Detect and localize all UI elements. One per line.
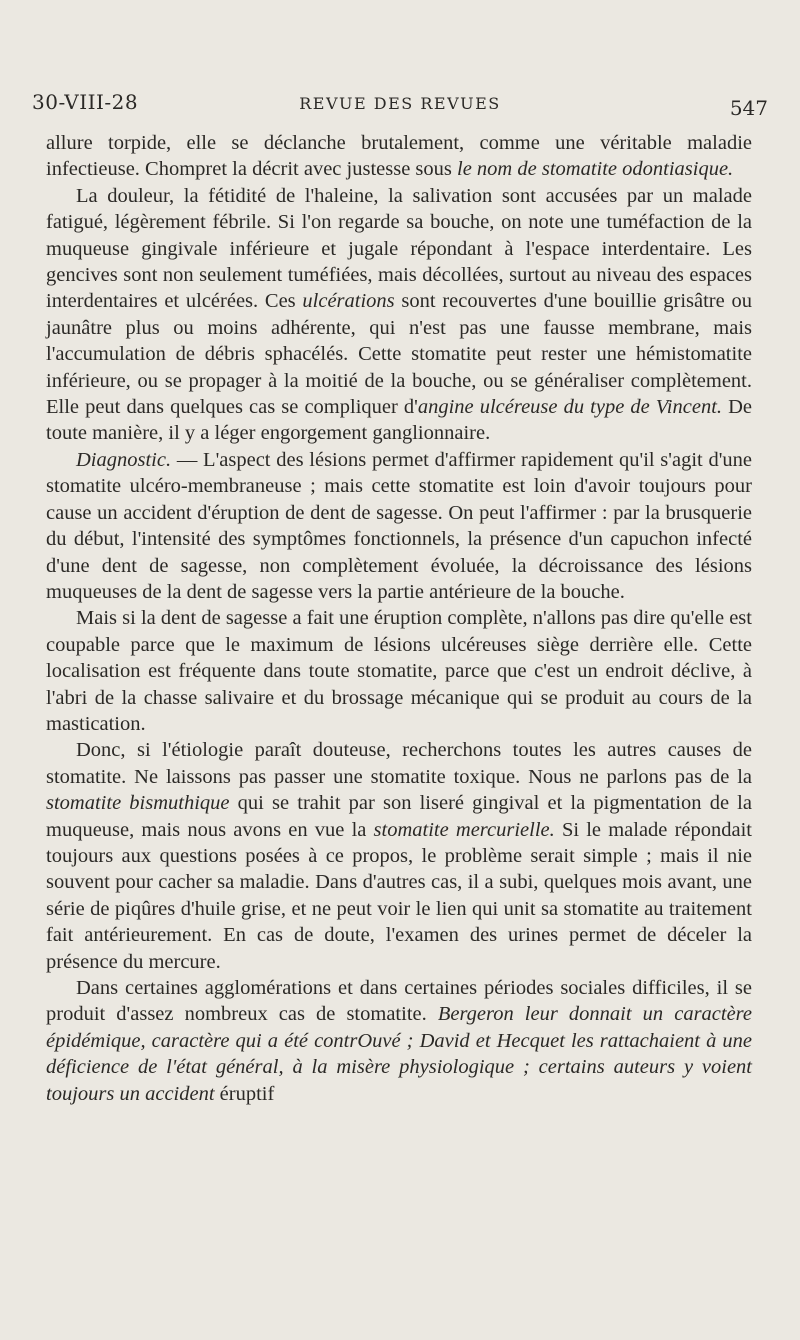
italic-text: stomatite bismuthique xyxy=(46,792,230,815)
italic-text: Bergeron leur donnait un caractère épidémique, caractère qui a été contrOuvé ; David et Hecquet les rattachaient à une déficience de l'état général, à la misère physiologique ; certains auteurs y voient toujours un accident xyxy=(46,1003,753,1105)
paragraph-text: qui se trahit par son liseré gingival et la pigmentation de la muqueuse, mais nous avons en vue la xyxy=(46,792,752,841)
paragraph-text: De toute manière, il y a léger engorgement ganglionnaire. xyxy=(46,396,752,445)
header-date: 30-VIII-28 xyxy=(32,90,139,114)
italic-text: le nom de stomatite odontiasique. xyxy=(457,158,734,181)
paragraph-text: Si le malade répondait toujours aux questions posées à ce propos, le problème serait simple ; mais il nie souvent pour cacher sa maladie. Dans d'autres cas, il a subi, quelques mois avant, une série de piqûres d'huile grise, et ne peut voir le lien qui unit sa stomatite au traitement fait antérieurement. En cas de doute, l'examen des urines permet de déceler la présence du mercure. xyxy=(46,818,752,973)
paragraph-text: éruptif xyxy=(214,1082,275,1105)
running-header xyxy=(30,90,770,126)
paragraph-text: Mais si la dent de sagesse a fait une éruption complète, n'allons pas dire qu'elle est coupable parce que le maximum de lésions ulcéreuses siège derrière elle. Cette localisation est fréquente dans toute stomatite, parce que c'est un endroit déclive, à l'abri de la chasse salivaire et du brossage mécanique qui se produit au cours de la mastication. xyxy=(46,607,752,735)
paragraph-text: Donc, si l'étiologie paraît douteuse, recherchons toutes les autres causes de stomatite. Ne laissons pas passer une stomatite toxique. Nous ne parlons pas de la xyxy=(46,739,752,788)
paragraph-1 xyxy=(46,130,752,183)
paragraph-text: sont recouvertes d'une bouillie grisâtre ou jaunâtre plus ou moins adhérente, qui n'est pas une fausse membrane, mais l'accumulation de débris sphacélés. Cette stomatite peut rester une hémistomatite inférieure, ou se propager à la moitié de la bouche, ou se généraliser complètement. Elle peut dans quelques cas se compliquer d' xyxy=(46,290,752,419)
paragraph-text: La douleur, la fétidité de l'haleine, la salivation sont accusées par un malade fatigué, légèrement fébrile. Si l'on regarde sa bouche, on note une tuméfaction de la muqueuse gingivale inférieure et jugale répondant à l'espace interdentaire. Les gencives sont non seulement tuméfiées, mais décollées, surtout au niveau des espaces interdentaires et ulcérées. Ces xyxy=(46,184,752,313)
paragraph-6 xyxy=(46,975,752,1107)
italic-text: ulcérations xyxy=(302,290,395,313)
paragraph-text: allure torpide, elle se déclanche brutalement, comme une véritable maladie infectieuse. Chompret la décrit avec justesse sous xyxy=(46,132,752,181)
paragraph-text: — L'aspect des lésions permet d'affirmer rapidement qu'il s'agit d'une stomatite ulcéro-membraneuse ; mais cette stomatite est loin d'avoir toujours pour cause un accident d'éruption de dent de sagesse. On peut l'affirmer : par la brusquerie du début, l'intensité des symptômes fonctionnels, la présence d'un capuchon infecté d'une dent de sagesse, non complètement évoluée, la décroissance des lésions muqueuses de la dent de sagesse vers la partie antérieure de la bouche. xyxy=(46,448,752,603)
paragraph-4 xyxy=(46,605,752,737)
paragraph-text: Dans certaines agglomérations et dans certaines périodes sociales difficiles, il se produit d'assez nombreux cas de stomatite. xyxy=(46,977,752,1026)
article-body xyxy=(46,130,752,1107)
paragraph-5 xyxy=(46,737,752,975)
journal-title: REVUE DES REVUES xyxy=(299,94,501,113)
section-heading: Diagnostic. xyxy=(76,448,172,471)
page-number: 547 xyxy=(729,96,768,120)
italic-text: stomatite mercurielle. xyxy=(373,818,555,841)
paragraph-2 xyxy=(46,183,752,447)
paragraph-3 xyxy=(46,447,752,605)
italic-text: angine ulcéreuse du type de Vincent. xyxy=(417,396,723,419)
